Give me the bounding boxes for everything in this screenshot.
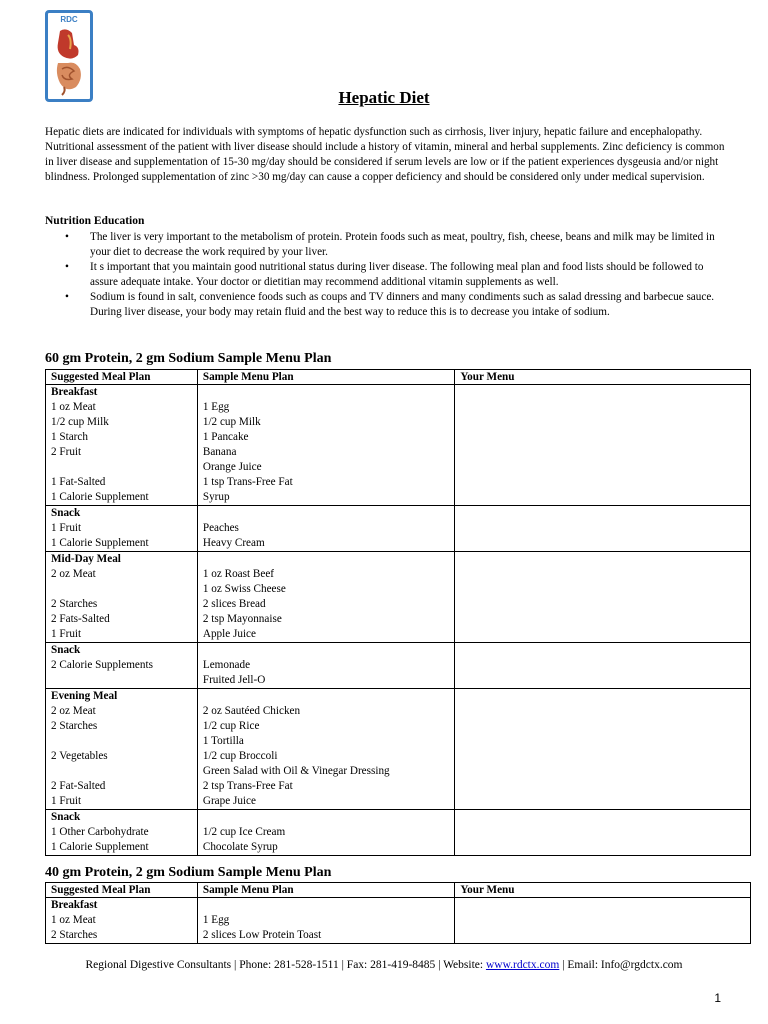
sample-menu-cell [197, 898, 454, 944]
sample-item: Green Salad with Oil & Vinegar Dressing [202, 765, 390, 777]
suggested-item [51, 764, 192, 779]
suggested-item: 1 oz Meat [51, 914, 96, 926]
suggested-meal-cell [46, 506, 198, 552]
sample-item: 1 tsp Trans-Free Fat [202, 476, 293, 488]
sample-item: Fruited Jell-O [202, 674, 266, 686]
sample-item: Apple Juice [202, 628, 256, 640]
suggested-item: 2 Starches [51, 720, 98, 732]
suggested-meal-cell [46, 689, 198, 810]
suggested-item: 2 Fat-Salted [51, 780, 106, 792]
suggested-item: 1 oz Meat [51, 401, 96, 413]
suggested-meal-cell [46, 898, 198, 944]
sample-item: Syrup [202, 491, 230, 503]
row-spacer [203, 506, 449, 521]
suggested-meal-cell [46, 385, 198, 506]
suggested-meal-cell [46, 810, 198, 856]
sample-item: Chocolate Syrup [202, 841, 278, 853]
sample-item: Orange Juice [202, 461, 262, 473]
your-menu-cell[interactable] [455, 643, 751, 689]
sample-menu-cell [197, 643, 454, 689]
suggested-item: 2 Starches [51, 598, 98, 610]
sample-item: 1/2 cup Ice Cream [202, 826, 286, 838]
suggested-meal-cell [46, 552, 198, 643]
bullet-item: • Sodium is found in salt, convenience foods such as coups and TV dinners and many condiments such as salad dressing and barbecue sauce. During liver disease, your body may retain fluid and the best way to reduce this is to decrease you intake of sodium. [45, 290, 725, 320]
plan-40-title: 40 gm Protein, 2 gm Sodium Sample Menu Plan [45, 865, 332, 880]
meal-name: Breakfast [51, 899, 98, 911]
footer-email: | Email: Info@rgdctx.com [559, 959, 683, 971]
nutrition-education-heading: Nutrition Education [45, 215, 145, 227]
sample-item: 1 Egg [202, 914, 230, 926]
suggested-item: 2 Calorie Supplements [51, 659, 153, 671]
suggested-item: 1 Fruit [51, 795, 82, 807]
row-spacer [203, 898, 449, 913]
sample-menu-cell [197, 385, 454, 506]
bullet-item: • The liver is very important to the metabolism of protein. Protein foods such as meat, poultry, fish, cheese, beans and milk may be limited in your diet to decrease the work required by your liver. [45, 230, 725, 260]
header-sample: Sample Menu Plan [197, 883, 454, 898]
row-spacer [203, 552, 449, 567]
bullet-item: • It s important that you maintain good nutritional status during liver disease. The following meal plan and food lists should be followed to assure adequate intake. Your doctor or dietitian may recommend additional vitamin supplements as well. [45, 260, 725, 290]
row-spacer [203, 689, 449, 704]
sample-item: Banana [202, 446, 237, 458]
sample-item: 1/2 cup Rice [202, 720, 260, 732]
suggested-item: 1 Fruit [51, 628, 82, 640]
sample-item: 2 slices Low Protein Toast [202, 929, 322, 941]
sample-item: Peaches [202, 522, 239, 534]
header-your-menu: Your Menu [455, 370, 751, 385]
sample-item: 2 oz Sautéed Chicken [202, 705, 301, 717]
header-sample: Sample Menu Plan [197, 370, 454, 385]
meal-row [46, 810, 751, 856]
suggested-item: 2 Fats-Salted [51, 613, 110, 625]
meal-row [46, 689, 751, 810]
sample-item: 2 tsp Mayonnaise [202, 613, 282, 625]
suggested-meal-cell [46, 643, 198, 689]
your-menu-cell[interactable] [455, 689, 751, 810]
sample-item: 2 tsp Trans-Free Fat [202, 780, 293, 792]
suggested-item [51, 673, 192, 688]
suggested-item: 2 Vegetables [51, 750, 108, 762]
sample-menu-cell [197, 552, 454, 643]
sample-item: 1 Tortilla [202, 735, 244, 747]
plan-60-body [46, 385, 751, 856]
meal-row [46, 506, 751, 552]
suggested-item: 1 Starch [51, 431, 88, 443]
suggested-item [51, 734, 192, 749]
plan-60-table [45, 369, 751, 856]
plan-40-body [46, 898, 751, 944]
suggested-item [51, 460, 192, 475]
sample-menu-cell [197, 810, 454, 856]
meal-name: Snack [51, 811, 81, 823]
sample-item: 1 oz Swiss Cheese [202, 583, 286, 595]
suggested-item: 1 Fat-Salted [51, 476, 106, 488]
your-menu-cell[interactable] [455, 898, 751, 944]
meal-name: Snack [51, 507, 81, 519]
suggested-item: 1 Calorie Supplement [51, 491, 149, 503]
suggested-item: 1 Other Carbohydrate [51, 826, 149, 838]
meal-name: Evening Meal [51, 690, 118, 702]
suggested-item: 2 Fruit [51, 446, 82, 458]
meal-row [46, 898, 751, 944]
sample-item: 1 Egg [202, 401, 230, 413]
header-suggested: Suggested Meal Plan [46, 883, 198, 898]
meal-name: Breakfast [51, 386, 98, 398]
row-spacer [203, 643, 449, 658]
page-title: Hepatic Diet [338, 88, 430, 107]
meal-row [46, 643, 751, 689]
your-menu-cell[interactable] [455, 385, 751, 506]
row-spacer [203, 385, 449, 400]
header-suggested: Suggested Meal Plan [46, 370, 198, 385]
meal-name: Snack [51, 644, 81, 656]
your-menu-cell[interactable] [455, 506, 751, 552]
suggested-item: 2 oz Meat [51, 568, 96, 580]
page-footer [0, 959, 768, 971]
sample-item: Heavy Cream [202, 537, 265, 549]
your-menu-cell[interactable] [455, 552, 751, 643]
table-header-row [46, 370, 751, 385]
sample-item: 1 Pancake [202, 431, 249, 443]
sample-item: 1/2 cup Broccoli [202, 750, 278, 762]
suggested-item [51, 582, 192, 597]
sample-item: 2 slices Bread [202, 598, 266, 610]
sample-item: Grape Juice [202, 795, 256, 807]
sample-menu-cell [197, 689, 454, 810]
row-spacer [203, 810, 449, 825]
footer-contact: Regional Digestive Consultants | Phone: 281-528-1511 | Fax: 281-419-8485 | Website: [85, 959, 486, 971]
meal-row [46, 552, 751, 643]
sample-item: Lemonade [202, 659, 251, 671]
plan-60-title: 60 gm Protein, 2 gm Sodium Sample Menu Plan [45, 351, 332, 366]
sample-menu-cell [197, 506, 454, 552]
suggested-item: 1 Calorie Supplement [51, 537, 149, 549]
your-menu-cell[interactable] [455, 810, 751, 856]
website-link[interactable]: www.rdctx.com [485, 959, 560, 971]
sample-item: 1/2 cup Milk [202, 416, 261, 428]
table-header-row [46, 883, 751, 898]
suggested-item: 1/2 cup Milk [51, 416, 109, 428]
suggested-item: 1 Fruit [51, 522, 82, 534]
meal-name: Mid-Day Meal [51, 553, 121, 565]
logo-text: RDC [60, 15, 78, 24]
suggested-item: 1 Calorie Supplement [51, 841, 149, 853]
plan-40-table [45, 882, 751, 944]
sample-item: 1 oz Roast Beef [202, 568, 275, 580]
intro-paragraph: Hepatic diets are indicated for individuals with symptoms of hepatic dysfunction such as cirrhosis, liver injury, hepatic failure and encephalopathy. Nutritional assessment of the patient with liver disease should include a history of vitamin, mineral and herbal supplements. Zinc deficiency is common in liver disease and supplementation of 15-30 mg/day should be considered if serum levels are low or if the patient experiences dysgeusia and/or night blindness. Prolonged supplementation of zinc >30 mg/day can cause a copper deficiency and should be considered only under medical supervision. [45, 126, 725, 183]
nutrition-bullet-list [45, 230, 725, 320]
meal-row [46, 385, 751, 506]
suggested-item: 2 oz Meat [51, 705, 96, 717]
suggested-item: 2 Starches [51, 929, 98, 941]
digestive-system-icon [52, 27, 86, 97]
page-number: 1 [714, 991, 721, 1005]
header-your-menu: Your Menu [455, 883, 751, 898]
